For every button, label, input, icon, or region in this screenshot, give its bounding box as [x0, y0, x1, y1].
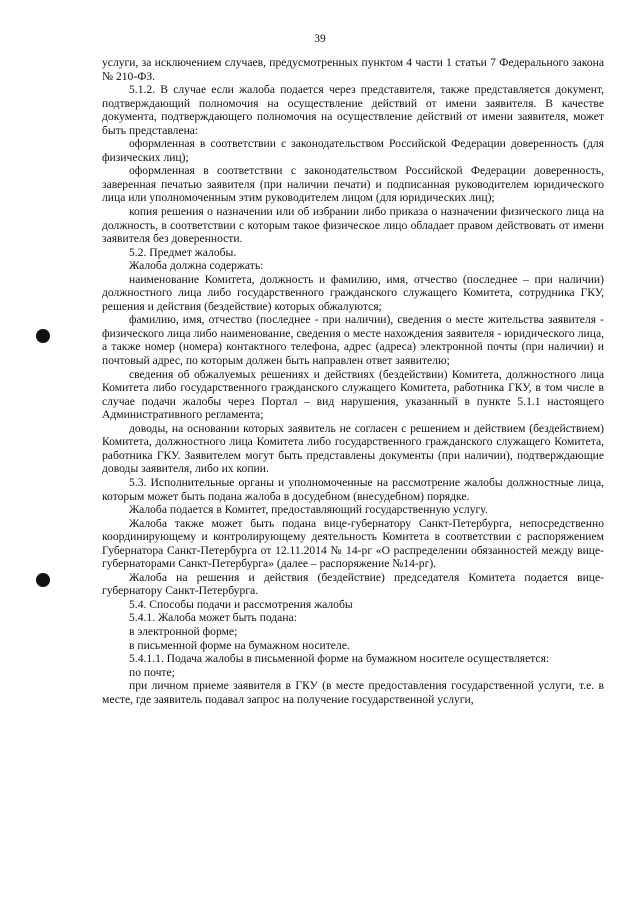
paragraph: наименование Комитета, должность и фамилию, имя, отчество (последнее – при наличии) должностного лица либо государственного гражданского служащего Комитета, сотрудника ГКУ, решения и действия (бездействие) которых обжалуются;	[102, 272, 604, 313]
section-heading: 5.3. Исполнительные органы и уполномоченные на рассмотрение жалобы должностные лица, которым может быть подана жалоба в досудебном (внесудебном) порядке.	[102, 475, 604, 503]
paragraph: оформленная в соответствии с законодательством Российской Федерации доверенность (для физических лиц);	[102, 137, 604, 164]
section-heading: 5.4. Способы подачи и рассмотрения жалобы	[129, 597, 353, 611]
paragraph: доводы, на основании которых заявитель не согласен с решением и действием (бездействием) Комитета, должностного лица Комитета либо государственного гражданского служащего Комитета, работника ГКУ. Заявителем могут быть представлены документы (при наличии), подтверждающие доводы заявителя, либо их копии.	[102, 421, 604, 476]
paragraph: Жалоба подается в Комитет, предоставляющий государственную услугу.	[129, 503, 488, 517]
paragraph: в письменной форме на бумажном носителе.	[129, 638, 350, 652]
paragraph: 5.1.2. В случае если жалоба подается через представителя, также представляется документ, подтверждающий полномочия на осуществление действий от имени заявителя. В качестве документа, подтверждающего полномочия на осуществление действий от имени заявителя, может быть представлена:	[102, 83, 604, 137]
paragraph: копия решения о назначении или об избрании либо приказа о назначении физического лица на должность, в соответствии с которым такое физическое лицо обладает правом действовать от имени заявителя без доверенности.	[102, 205, 604, 246]
paragraph: фамилию, имя, отчество (последнее - при наличии), сведения о месте жительства заявителя - физического лица либо наименование, сведения о месте нахождения заявителя - юридического лица, а также номер (номера) контактного телефона, адрес (адреса) электронной почты (при наличии) и почтовый адрес, по которым должен быть направлен ответ заявителю;	[102, 313, 604, 368]
punch-hole-icon	[36, 573, 50, 587]
paragraph: при личном приеме заявителя в ГКУ (в месте предоставления государственной услуги, т.е. в месте, где заявитель подавал запрос на получение государственной услуги,	[102, 679, 604, 706]
section-heading: 5.2. Предмет жалобы.	[129, 245, 237, 259]
paragraph: сведения об обжалуемых решениях и действиях (бездействии) Комитета, должностного лица Комитета либо государственного гражданского служащего Комитета, работника ГКУ, в том числе в случае подачи жалобы через Портал – вид нарушения, указанный в пункте 5.1.1 настоящего Административного регламента;	[102, 367, 604, 422]
paragraph: в электронной форме;	[129, 624, 238, 638]
paragraph: оформленная в соответствии с законодательством Российской Федерации доверенность, заверенная печатью заявителя (при наличии печати) и подписанная руководителем юридического лица или уполномоченным этим руководителем лицом (для юридических лиц);	[102, 164, 604, 205]
document-body	[102, 56, 604, 706]
paragraph: услуги, за исключением случаев, предусмотренных пунктом 4 части 1 статьи 7 Федерального закона № 210-ФЗ.	[102, 56, 604, 83]
paragraph: 5.4.1.1. Подача жалобы в письменной форме на бумажном носителе осуществляется:	[129, 652, 550, 666]
paragraph: Жалоба также может быть подана вице-губернатору Санкт-Петербурга, непосредственно координирующему и контролирующему деятельность Комитета в соответствии с распоряжением Губернатора Санкт-Петербурга от 12.11.2014 № 14-рг «О распределении обязанностей между вице-губернаторами Санкт-Петербурга» (далее – распоряжение №14-рг).	[102, 516, 604, 571]
paragraph: 5.4.1. Жалоба может быть подана:	[129, 611, 297, 625]
paragraph: Жалоба должна содержать:	[129, 259, 264, 273]
paragraph: по почте;	[129, 665, 175, 679]
punch-hole-icon	[36, 329, 50, 343]
page-number: 39	[314, 33, 326, 45]
paragraph: Жалоба на решения и действия (бездействие) председателя Комитета подается вице-губернатору Санкт-Петербурга.	[102, 570, 604, 598]
